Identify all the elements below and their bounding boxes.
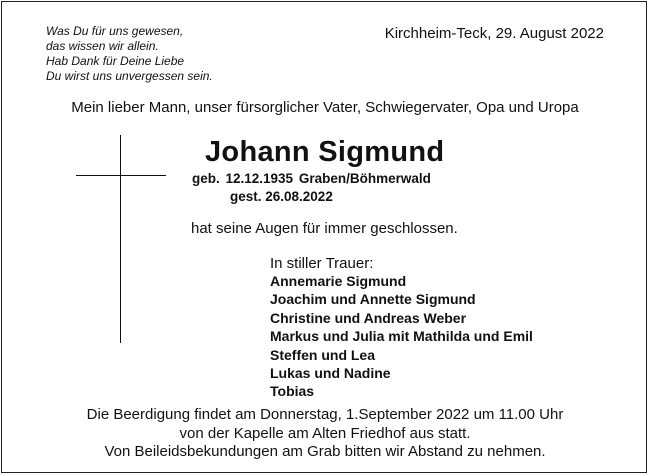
funeral-line: Die Beerdigung findet am Donnerstag, 1.September 2022 um 11.00 Uhr [86,406,564,423]
mourning-label: In stiller Trauer: [270,255,374,272]
funeral-line: von der Kapelle am Alten Friedhof aus statt. [179,424,471,442]
poem-line: das wissen wir allein. [46,39,159,53]
mourner-name: Steffen und Lea [270,346,376,363]
intro-text: Mein lieber Mann, unser fürsorglicher Vater, Schwiegervater, Opa und Uropa [71,99,579,116]
poem-line: Was Du für uns gewesen, [46,24,184,38]
mourners-list [270,272,533,401]
cross-icon-horizontal [76,175,166,176]
poem-line: Du wirst uns unvergessen sein. [46,69,213,83]
poem-line: Hab Dank für Deine Liebe [46,54,185,68]
closed-eyes-text: hat seine Augen für immer geschlossen. [191,220,458,237]
funeral-notice [0,406,650,462]
poem-verse [46,24,213,84]
deceased-name: Johann Sigmund [205,136,445,168]
death-info: gest. 26.08.2022 [230,189,333,204]
mourner-name: Markus und Julia mit Mathilda und Emil [270,328,533,345]
cross-icon-vertical [120,135,121,343]
mourner-name: Annemarie Sigmund [270,273,407,289]
mourner-name: Joachim und Annette Sigmund [270,291,476,308]
mourner-name: Christine und Andreas Weber [270,309,467,326]
funeral-line: Von Beileidsbekundungen am Grab bitten wir Abstand zu nehmen. [104,443,546,460]
mourner-name: Tobias [270,383,315,400]
birth-info: geb. 12.12.1935 Graben/Böhmerwald [192,171,431,186]
place-and-date: Kirchheim-Teck, 29. August 2022 [384,25,604,42]
mourner-name: Lukas und Nadine [270,365,391,382]
